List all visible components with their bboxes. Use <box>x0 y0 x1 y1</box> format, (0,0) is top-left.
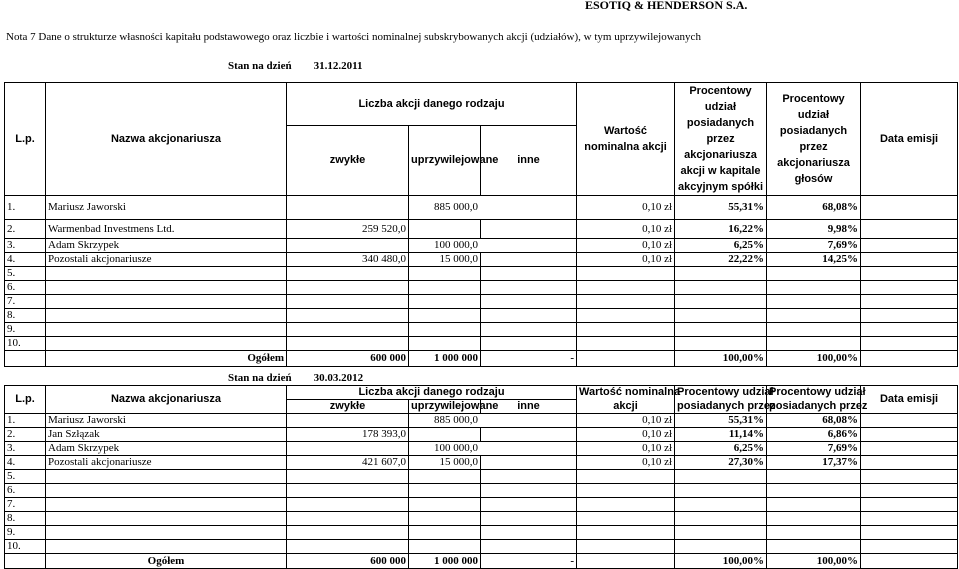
cell-lp: 4. <box>5 456 46 470</box>
cell-zwykle: 340 480,0 <box>287 253 409 267</box>
cell-pct-capital: 16,22% <box>675 220 767 239</box>
header-inne: inne <box>481 126 577 196</box>
stan-date: 31.12.2011 <box>313 60 363 72</box>
header-nominal-1: Wartość nominalna <box>577 386 675 400</box>
cell-pct-votes: 7,69% <box>767 442 861 456</box>
cell-name: Pozostali akcjonariusze <box>46 456 287 470</box>
table-row <box>5 456 958 470</box>
cell-uprzyw: 100 000,0 <box>409 239 577 253</box>
table-row <box>5 337 958 351</box>
table-row <box>5 526 958 540</box>
cell-date <box>861 220 958 239</box>
total-uprzyw: 1 000 000 <box>409 554 481 569</box>
cell-pct-capital: 6,25% <box>675 442 767 456</box>
header-pct-capital-1: Procentowy udział <box>675 386 767 400</box>
cell-uprzyw: 15 000,0 <box>409 253 481 267</box>
cell-nominal: 0,10 zł <box>577 442 675 456</box>
cell-lp: 10. <box>5 540 46 554</box>
cell-pct-capital: 11,14% <box>675 428 767 442</box>
company-name: ESOTIQ & HENDERSON S.A. <box>585 0 748 12</box>
table-row <box>5 239 958 253</box>
cell-pct-capital: 22,22% <box>675 253 767 267</box>
header-pct-capital-2: posiadanych przez <box>675 400 767 414</box>
cell-name: Mariusz Jaworski <box>46 414 287 428</box>
total-row <box>5 351 958 367</box>
header-lp: L.p. <box>5 386 46 414</box>
cell-inne <box>481 220 577 239</box>
table-row <box>5 323 958 337</box>
header-pct-votes: Procentowy udział posiadanych przez akcjonariusza głosów <box>767 83 861 196</box>
stan-label: Stan na dzień <box>228 372 292 384</box>
header-date: Data emisji <box>861 386 958 414</box>
total-pct-capital: 100,00% <box>675 554 767 569</box>
cell-name: Jan Szłązak <box>46 428 287 442</box>
header-pct-votes-1: Procentowy udział <box>767 386 861 400</box>
cell-name: Mariusz Jaworski <box>46 196 287 220</box>
cell-nominal: 0,10 zł <box>577 253 675 267</box>
total-inne: - <box>481 554 577 569</box>
cell-inne <box>481 456 577 470</box>
cell-date <box>861 456 958 470</box>
cell-lp: 7. <box>5 498 46 512</box>
total-zwykle: 600 000 <box>287 554 409 569</box>
cell-lp: 8. <box>5 512 46 526</box>
cell-lp: 7. <box>5 295 46 309</box>
table-row <box>5 498 958 512</box>
cell-lp: 2. <box>5 428 46 442</box>
cell-lp: 9. <box>5 323 46 337</box>
shareholders-table-2012 <box>4 385 958 569</box>
cell-lp: 4. <box>5 253 46 267</box>
cell-nominal: 0,10 zł <box>577 196 675 220</box>
table-row <box>5 295 958 309</box>
stan-na-dzien-1 <box>228 60 362 72</box>
total-pct-capital: 100,00% <box>675 351 767 367</box>
header-uprzyw: uprzywilejowane <box>409 400 481 414</box>
cell-lp: 1. <box>5 196 46 220</box>
cell-lp: 8. <box>5 309 46 323</box>
cell-pct-votes: 6,86% <box>767 428 861 442</box>
cell-lp: 6. <box>5 484 46 498</box>
cell-name: Adam Skrzypek <box>46 442 287 456</box>
total-row <box>5 554 958 569</box>
total-pct-votes: 100,00% <box>767 554 861 569</box>
cell-lp: 3. <box>5 239 46 253</box>
stan-na-dzien-2 <box>228 372 363 384</box>
header-count-group: Liczba akcji danego rodzaju <box>287 83 577 126</box>
header-name: Nazwa akcjonariusza <box>46 386 287 414</box>
cell-pct-votes: 17,37% <box>767 456 861 470</box>
table-row <box>5 267 958 281</box>
header-zwykle: zwykłe <box>287 126 409 196</box>
cell-lp: 6. <box>5 281 46 295</box>
total-pct-votes: 100,00% <box>767 351 861 367</box>
cell-zwykle: 178 393,0 <box>287 428 409 442</box>
table-row <box>5 540 958 554</box>
cell-date <box>861 442 958 456</box>
cell-zwykle <box>287 196 409 220</box>
cell-zwykle <box>287 442 409 456</box>
cell-lp: 5. <box>5 470 46 484</box>
stan-label: Stan na dzień <box>228 60 292 72</box>
cell-date <box>861 428 958 442</box>
cell-date <box>861 414 958 428</box>
header-name: Nazwa akcjonariusza <box>46 83 287 196</box>
cell-zwykle: 259 520,0 <box>287 220 409 239</box>
table-row <box>5 470 958 484</box>
table-row <box>5 414 958 428</box>
cell-lp: 3. <box>5 442 46 456</box>
header-nominal: Wartość nominalna akcji <box>577 83 675 196</box>
table-row <box>5 253 958 267</box>
cell-name: Warmenbad Investmens Ltd. <box>46 220 287 239</box>
total-label: Ogółem <box>46 351 287 367</box>
table-row <box>5 196 958 220</box>
total-label: Ogółem <box>46 554 287 569</box>
cell-nominal: 0,10 zł <box>577 414 675 428</box>
stan-date: 30.03.2012 <box>313 372 364 384</box>
cell-pct-votes: 14,25% <box>767 253 861 267</box>
cell-zwykle <box>287 414 409 428</box>
cell-lp: 5. <box>5 267 46 281</box>
header-pct-votes-2: posiadanych przez <box>767 400 861 414</box>
header-nominal-2: akcji <box>577 400 675 414</box>
shareholders-table-2011 <box>4 82 958 367</box>
cell-uprzyw: 100 000,0 <box>409 442 577 456</box>
cell-uprzyw: 885 000,0 <box>409 196 577 220</box>
table-row <box>5 484 958 498</box>
cell-inne <box>481 428 577 442</box>
cell-date <box>861 239 958 253</box>
header-lp: L.p. <box>5 83 46 196</box>
total-zwykle: 600 000 <box>287 351 409 367</box>
cell-nominal: 0,10 zł <box>577 239 675 253</box>
cell-uprzyw: 885 000,0 <box>409 414 577 428</box>
header-inne: inne <box>481 400 577 414</box>
cell-name: Pozostali akcjonariusze <box>46 253 287 267</box>
total-inne: - <box>481 351 577 367</box>
cell-lp: 9. <box>5 526 46 540</box>
cell-pct-capital: 27,30% <box>675 456 767 470</box>
cell-lp: 1. <box>5 414 46 428</box>
cell-zwykle: 421 607,0 <box>287 456 409 470</box>
cell-pct-capital: 55,31% <box>675 196 767 220</box>
cell-lp: 2. <box>5 220 46 239</box>
cell-uprzyw: 15 000,0 <box>409 456 481 470</box>
header-date: Data emisji <box>861 83 958 196</box>
cell-zwykle <box>287 239 409 253</box>
cell-uprzyw <box>409 220 481 239</box>
table-row <box>5 281 958 295</box>
cell-date <box>861 253 958 267</box>
cell-date <box>861 196 958 220</box>
note-title: Nota 7 Dane o strukturze własności kapitału podstawowego oraz liczbie i wartości nominalnej subskrybowanych akcji (udziałów), w tym uprzywilejowanych <box>6 31 701 43</box>
cell-name: Adam Skrzypek <box>46 239 287 253</box>
cell-pct-votes: 68,08% <box>767 196 861 220</box>
header-uprzyw: uprzywilejowane <box>409 126 481 196</box>
cell-uprzyw <box>409 428 481 442</box>
table-row <box>5 512 958 526</box>
cell-pct-capital: 55,31% <box>675 414 767 428</box>
table-row <box>5 220 958 239</box>
header-pct-capital: Procentowy udział posiadanych przez akcjonariusza akcji w kapitale akcyjnym spółki <box>675 83 767 196</box>
cell-pct-votes: 9,98% <box>767 220 861 239</box>
cell-nominal: 0,10 zł <box>577 220 675 239</box>
cell-inne <box>481 253 577 267</box>
table-row <box>5 309 958 323</box>
header-count-group: Liczba akcji danego rodzaju <box>287 386 577 400</box>
cell-nominal: 0,10 zł <box>577 456 675 470</box>
table-row <box>5 442 958 456</box>
cell-nominal: 0,10 zł <box>577 428 675 442</box>
cell-lp: 10. <box>5 337 46 351</box>
header-zwykle: zwykłe <box>287 400 409 414</box>
total-uprzyw: 1 000 000 <box>409 351 481 367</box>
cell-pct-votes: 7,69% <box>767 239 861 253</box>
cell-pct-capital: 6,25% <box>675 239 767 253</box>
table-row <box>5 428 958 442</box>
cell-pct-votes: 68,08% <box>767 414 861 428</box>
